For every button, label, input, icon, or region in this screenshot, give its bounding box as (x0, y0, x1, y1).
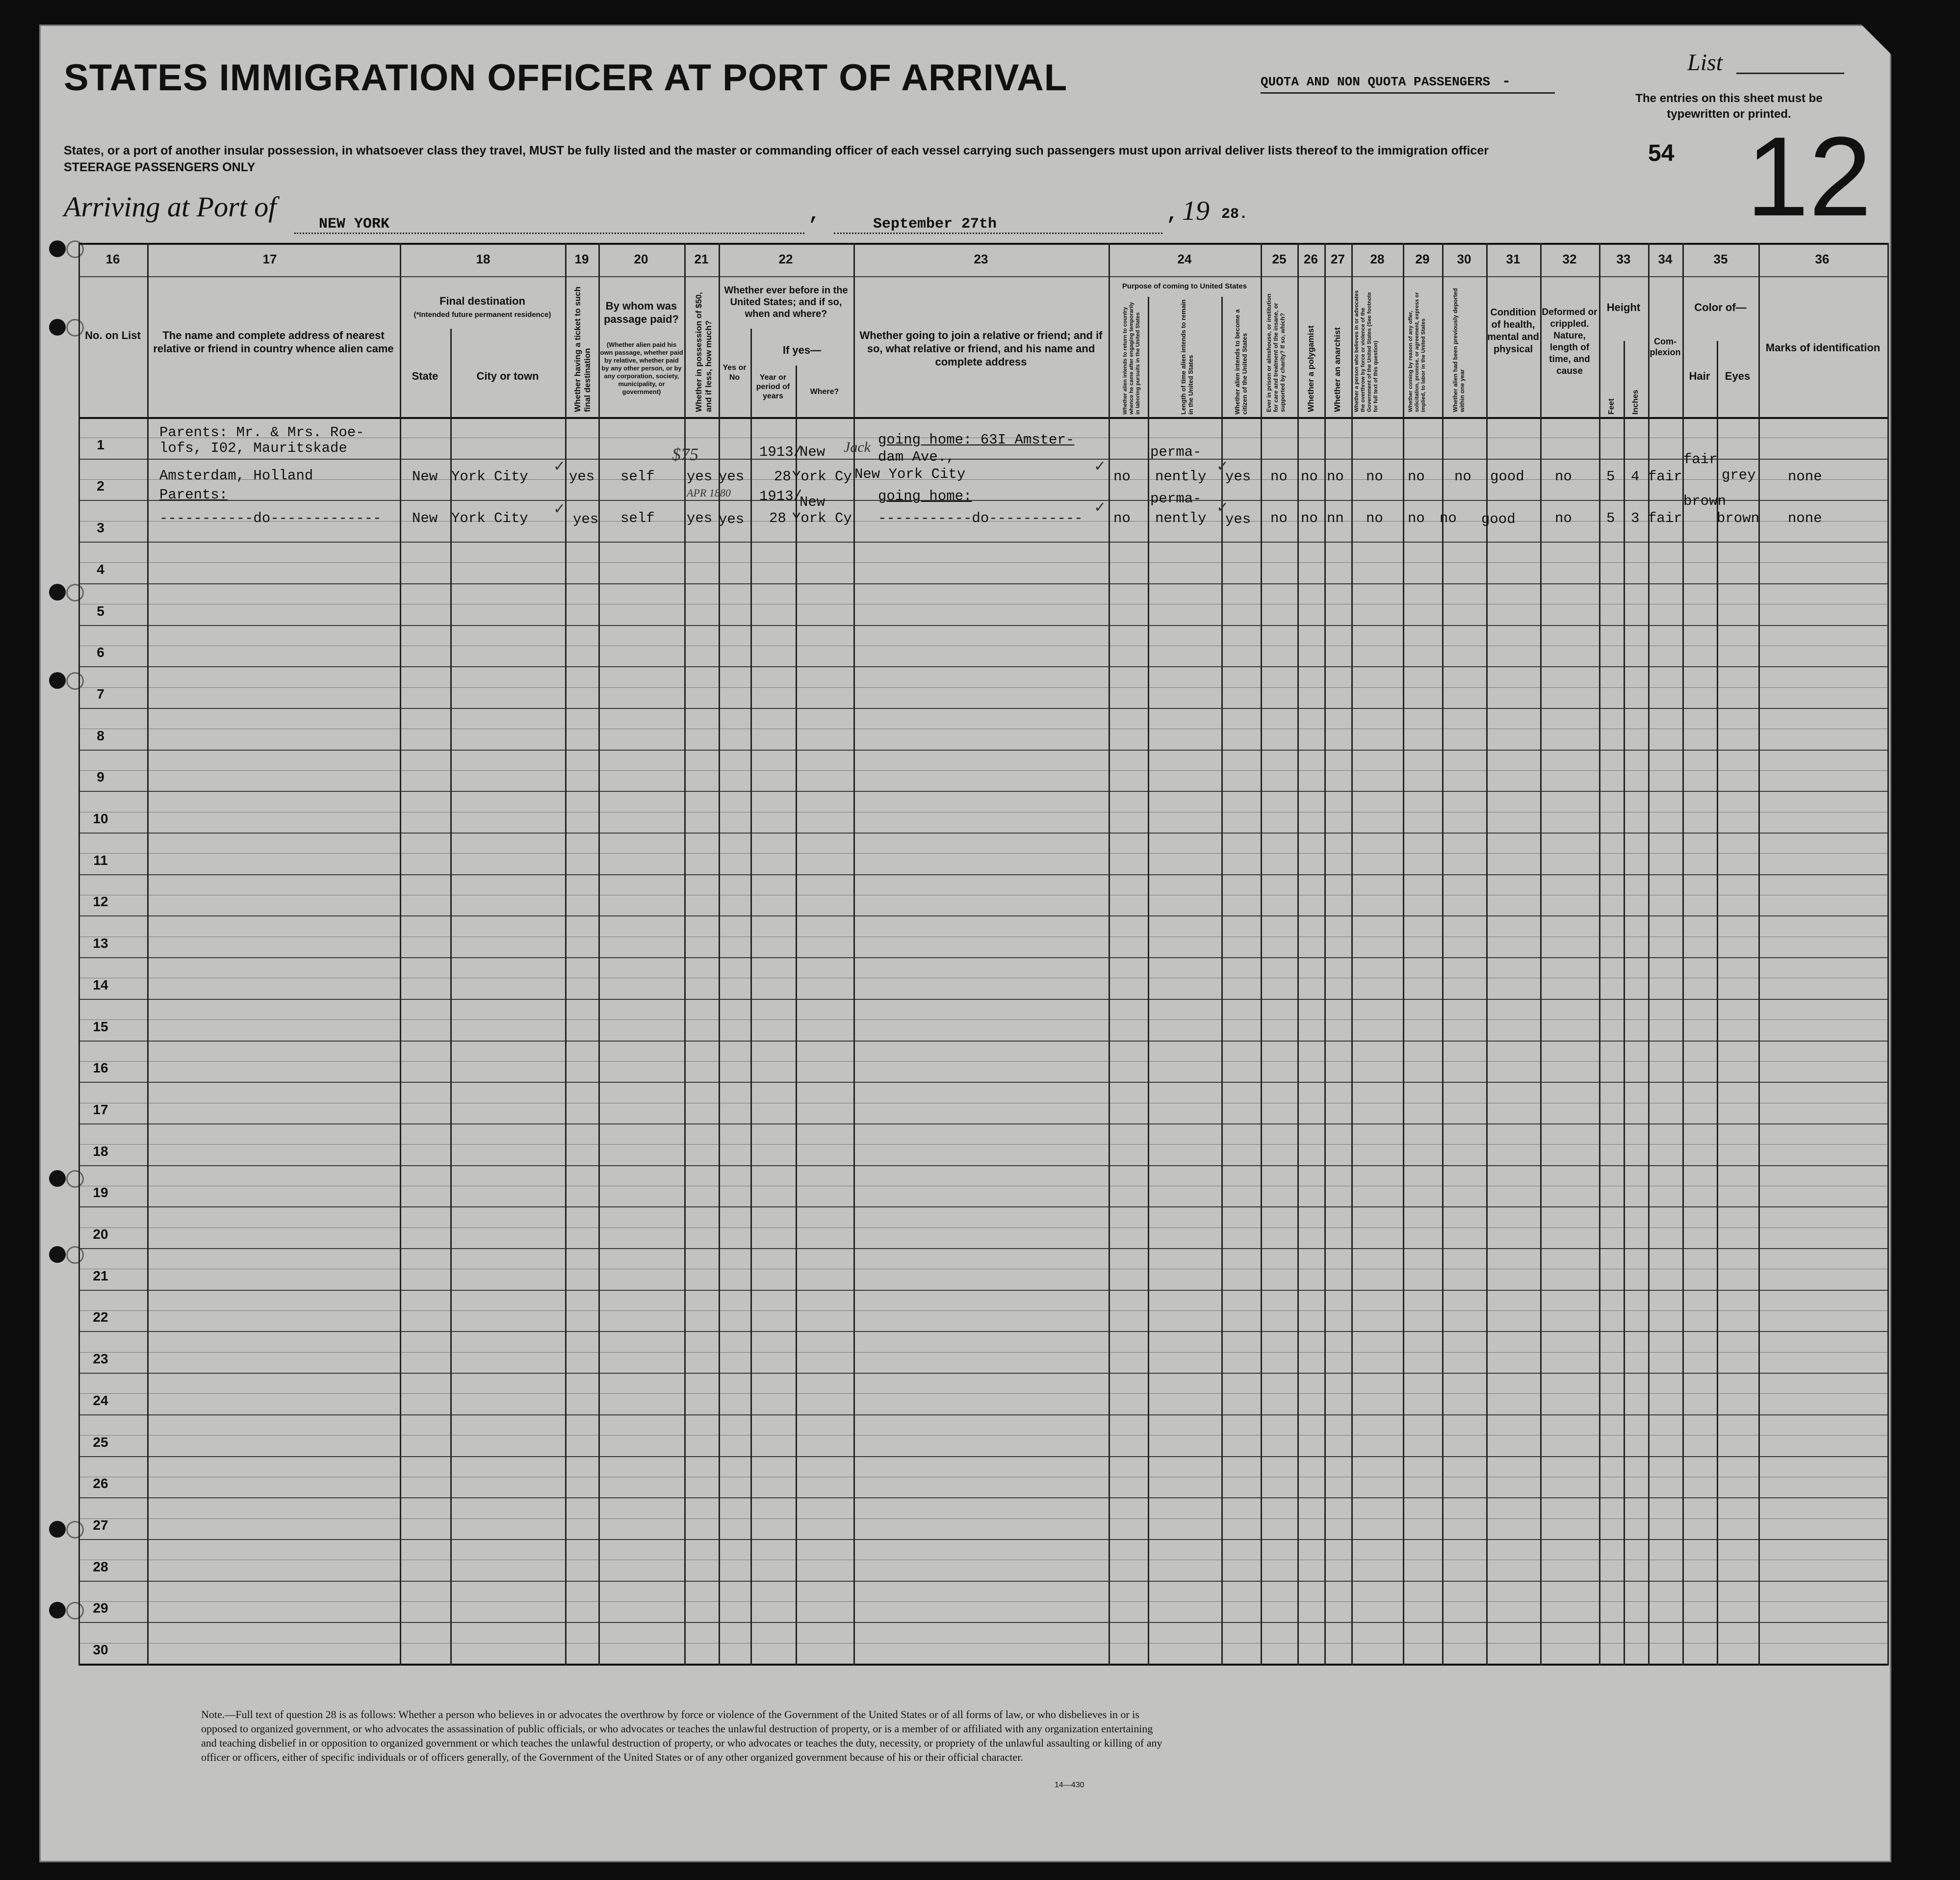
row1-money-note: $75 (672, 444, 698, 464)
header-complexion: Com-plexion (1650, 337, 1681, 357)
row-rule (78, 1414, 1888, 1415)
col-rule (1648, 243, 1650, 1666)
colnum-29: 29 (1415, 252, 1430, 266)
row2-citizen: yes (1225, 511, 1251, 527)
col-rule (1148, 297, 1149, 1666)
row-midline (78, 562, 1888, 563)
row-rule (78, 1622, 1888, 1623)
header-final-destination: Final destination (439, 295, 525, 307)
row-number: 19 (93, 1185, 108, 1200)
row-number: 10 (93, 811, 108, 826)
colnum-31: 31 (1506, 252, 1521, 266)
row1-state: New (412, 469, 438, 485)
header-deformed: Deformed or crippled. Nature, length of time, and cause (1542, 307, 1598, 376)
row1-checkmark-length: ✓ (1216, 458, 1229, 475)
row1-join-line1: going home: 63I Amster- (878, 432, 1075, 448)
colnum-23: 23 (974, 252, 988, 266)
row1-relative-line1: Parents: Mr. & Mrs. Roe- (159, 424, 364, 441)
row-rule (78, 874, 1888, 875)
footnote: Note.—Full text of question 28 is as follows: Whether a person who believes in or advocates the overthrow by force or violence of the Government of the United States or of all forms of law, or who disbelieves in or is opposed to organized government, or who advocates the assassination of public officials, or who advocates or teaches the unlawful destruction of property, or is a member of or affiliated with any organization entertaining and teaching disbelief in or opposition to organized government or which teaches the unlawful destruction of property, or who advocates or teaches the duty, necessity, or propriety of the unlawful assaulting or killing of any officer or officers, either of specific individuals or of officers generally, of the Government of the United States or of any other organized government because of his or their official character. (201, 1708, 1162, 1763)
row-rule (78, 666, 1888, 667)
colnum-26: 26 (1304, 252, 1318, 266)
row1-where-b: York Cy (792, 469, 852, 485)
row2-money: yes (687, 510, 713, 526)
row-rule (78, 1206, 1888, 1207)
row-number: 27 (93, 1517, 108, 1533)
row2-money-note: APR 1880 (687, 487, 731, 499)
row2-overthrow: no (1366, 510, 1383, 526)
row2-state: New (412, 510, 438, 526)
col-rule (1887, 243, 1889, 1666)
row-number: 5 (97, 603, 104, 619)
colnum-20: 20 (634, 252, 648, 266)
quota-value: QUOTA AND NON QUOTA PASSENGERS (1261, 75, 1491, 89)
row-number: 28 (93, 1559, 108, 1574)
row-number: 12 (93, 894, 108, 909)
row2-relative-line1: Parents: (159, 487, 228, 503)
row-rule (78, 833, 1888, 834)
row-rule (78, 1041, 1888, 1042)
row1-polygamist: no (1301, 469, 1318, 485)
row-midline (78, 1518, 1888, 1519)
colnum-34: 34 (1658, 252, 1673, 266)
header-eyes: Eyes (1725, 370, 1751, 382)
header-inches: Inches (1631, 390, 1640, 415)
col-rule (1109, 243, 1110, 1666)
header-final-destination-sub: (*Intended future permanent residence) (413, 311, 551, 319)
row-number: 3 (97, 520, 104, 535)
binder-hole (49, 672, 66, 689)
col-rule (719, 243, 720, 1666)
row-midline (78, 1061, 1888, 1062)
row-rule (78, 1373, 1888, 1374)
port-value: NEW YORK (319, 216, 390, 233)
row1-city: York City (451, 469, 528, 485)
colnum-21: 21 (694, 252, 709, 266)
row-midline (78, 479, 1888, 480)
row-number: 26 (93, 1476, 108, 1491)
rule-top (78, 243, 1888, 245)
row1-overthrow: no (1366, 469, 1383, 485)
header-polygamist: Whether a polygamist (1306, 325, 1315, 412)
row2-prison: no (1270, 510, 1288, 526)
row-midline (78, 1643, 1888, 1644)
header-ticket: Whether having a ticket to such final destination (573, 287, 592, 412)
header-health: Condition of health, mental and physical (1487, 307, 1539, 355)
rule-header-bottom (78, 417, 1888, 419)
row-rule (78, 1581, 1888, 1582)
row-number: 13 (93, 936, 108, 951)
row-number: 25 (93, 1435, 108, 1450)
colnum-36: 36 (1815, 252, 1830, 266)
row-number: 15 (93, 1019, 108, 1034)
quota-dash: - (1502, 74, 1511, 90)
row1-labor: no (1408, 469, 1425, 485)
header-purpose-citizen: Whether alien intends to become a citizen of the United States (1234, 309, 1248, 415)
row2-city: York City (451, 510, 528, 526)
row-number: 24 (93, 1393, 108, 1408)
row1-join-line3: New York City (854, 466, 966, 482)
row2-year-a: 1913/ (759, 488, 802, 504)
row-number: 7 (97, 686, 104, 702)
colnum-30: 30 (1457, 252, 1471, 266)
header-join-relative: Whether going to join a relative or friend; and if so, what relative or friend, and his name and complete address (859, 329, 1103, 368)
row-rule (78, 542, 1888, 543)
row-number: 29 (93, 1600, 108, 1616)
row1-hair: fair (1683, 451, 1718, 468)
year-suffix: 28. (1221, 206, 1248, 223)
row-rule (78, 1539, 1888, 1540)
row2-health: good (1481, 511, 1516, 527)
row1-ticket: yes (569, 469, 595, 485)
header-city: City or town (476, 370, 539, 382)
row-rule (78, 1331, 1888, 1332)
col-rule (598, 243, 600, 1666)
col-rule (1540, 243, 1542, 1666)
row-number: 9 (97, 769, 104, 784)
row-rule (78, 750, 1888, 751)
binder-hole (49, 240, 66, 257)
row-midline (78, 1393, 1888, 1394)
row2-return: no (1113, 510, 1131, 526)
row-number: 30 (93, 1642, 108, 1657)
row-number: 2 (97, 478, 104, 494)
row2-before: yes (719, 511, 745, 527)
row2-deported: no (1440, 510, 1457, 526)
header-money: Whether in possession of $50, and if less, how much? (694, 292, 713, 412)
row1-anarchist: no (1327, 469, 1344, 485)
header-yes-no: Yes or No (722, 364, 747, 382)
row2-marks: none (1788, 510, 1822, 526)
row1-eyes: grey (1722, 467, 1756, 483)
row-midline (78, 1019, 1888, 1020)
col-rule (1442, 243, 1444, 1666)
colnum-22: 22 (778, 252, 793, 266)
col-rule (853, 243, 855, 1666)
row-rule (78, 1456, 1888, 1457)
arriving-label: Arriving at Port of (64, 191, 277, 223)
row1-checkmark-city: ✓ (553, 458, 566, 475)
header-purpose: Purpose of coming to United States (1122, 282, 1247, 290)
row-rule (78, 957, 1888, 958)
row-rule (78, 999, 1888, 1000)
header-prison: Ever in prison or almshouse, or institution for care and treatment of the insane, or supported by charity? If so, which? (1265, 293, 1286, 412)
row-midline (78, 1601, 1888, 1602)
colnum-25: 25 (1272, 252, 1287, 266)
row1-where-a: New (799, 444, 825, 460)
row-rule (78, 1290, 1888, 1291)
row2-relative-line2: -----------do------------- (159, 510, 382, 526)
row-rule (78, 1123, 1888, 1124)
rule-bottom (78, 1664, 1888, 1666)
row2-deformed: no (1555, 510, 1572, 526)
row2-complexion: fair (1648, 510, 1682, 526)
col-rule (1403, 243, 1404, 1666)
header-passage-paid: By whom was passage paid? (604, 300, 679, 325)
row1-money: yes (687, 469, 713, 485)
date-value: September 27th (873, 216, 997, 233)
header-hair: Hair (1689, 370, 1710, 382)
colnum-18: 18 (476, 252, 490, 266)
colnum-27: 27 (1331, 252, 1345, 266)
row-midline (78, 1310, 1888, 1311)
row2-join-line1: going home: (878, 488, 972, 504)
row-number: 20 (93, 1227, 108, 1242)
row-rule (78, 1082, 1888, 1083)
binder-hole (49, 1246, 66, 1263)
row-rule (78, 915, 1888, 916)
header-overthrow: Whether a person who believes in or advocates the overthrow by force or violence of the Government of the United States (See footnote for full text of this question) (1354, 290, 1379, 412)
intro-text (64, 142, 1560, 176)
row2-checkmark-join: ✓ (1094, 499, 1107, 516)
col-rule (1758, 243, 1760, 1666)
row1-join-line2: dam Ave., (878, 449, 955, 465)
header-if-yes: If yes— (782, 344, 822, 356)
row-rule (78, 1497, 1888, 1498)
row2-anarchist: nn (1327, 510, 1344, 526)
row-midline (78, 1435, 1888, 1436)
header-purpose-return: Whether alien intends to return to country whence he came after engaging temporarily in laboring pursuits in the United States (1122, 302, 1141, 415)
comma-1: , (808, 204, 821, 226)
row-midline (78, 687, 1888, 688)
row2-where-b: York Cy (792, 510, 852, 526)
col-rule (1297, 243, 1299, 1666)
manifest-table (78, 243, 1888, 1666)
row-number: 16 (93, 1060, 108, 1075)
row2-length-b: nently (1155, 510, 1207, 526)
colnum-33: 33 (1616, 252, 1631, 266)
row2-labor: no (1408, 510, 1425, 526)
sheet-number: 54 (1648, 140, 1675, 166)
row-number: 18 (93, 1144, 108, 1159)
row1-paid: self (620, 469, 655, 485)
header-labor: Whether coming by reason of any offer, solicitation, promise, or agreement, express or implied, to labor in the United States (1408, 292, 1426, 412)
header-year: Year or period of years (756, 373, 790, 400)
colnum-17: 17 (262, 252, 277, 266)
row1-relative-line3: Amsterdam, Holland (159, 468, 313, 484)
date-field (834, 216, 1162, 234)
header-passage-paid-sub: (Whether alien paid his own passage, whether paid by relative, whether paid by any other person, or by any corporation, society, municipality, or government) (600, 341, 683, 395)
col-rule (1324, 243, 1326, 1666)
row1-where-note: Jack (844, 439, 871, 455)
col-rule (78, 243, 80, 1666)
row1-before: yes (719, 469, 745, 485)
header-feet: Feet (1607, 398, 1616, 415)
row1-return: no (1113, 469, 1131, 485)
quota-field (1261, 74, 1555, 94)
binder-hole (49, 584, 66, 601)
row2-length-a: perma- (1150, 491, 1202, 507)
colnum-35: 35 (1713, 252, 1728, 266)
row1-inches: 4 (1631, 469, 1640, 485)
colnum-28: 28 (1370, 252, 1385, 266)
row-number: 11 (93, 853, 108, 868)
colnum-16: 16 (105, 252, 120, 266)
intro-line-2: STEERAGE PASSENGERS ONLY (64, 160, 256, 174)
row-number: 17 (93, 1102, 108, 1117)
row-midline (78, 770, 1888, 771)
header-ever-before: Whether ever before in the United States; and if so, when and where? (724, 285, 848, 319)
header-height: Height (1606, 301, 1641, 313)
row2-polygamist: no (1301, 510, 1318, 526)
col-rule (796, 366, 797, 1666)
row1-length-b: nently (1155, 469, 1207, 485)
col-rule (1261, 243, 1262, 1666)
colnum-19: 19 (574, 252, 589, 266)
row1-year-a: 1913/ (759, 444, 802, 460)
col-rule (1624, 341, 1625, 1666)
row2-paid: self (620, 510, 655, 526)
row2-year-b: 28 (769, 510, 786, 526)
row-midline (78, 1227, 1888, 1228)
row1-year-b: 28 (774, 469, 791, 485)
col-rule (1599, 243, 1600, 1666)
row-rule (78, 1165, 1888, 1166)
row-midline (78, 853, 1888, 854)
row1-complexion: fair (1648, 469, 1682, 485)
col-rule (1351, 243, 1353, 1666)
row-number: 8 (97, 728, 104, 743)
col-rule (565, 243, 567, 1666)
header-marks: Marks of identification (1765, 341, 1881, 354)
binder-hole (49, 1521, 66, 1538)
row1-deformed: no (1555, 469, 1572, 485)
row-number: 22 (93, 1309, 108, 1325)
row1-citizen: yes (1225, 469, 1251, 485)
row1-prison: no (1270, 469, 1288, 485)
port-field (294, 216, 804, 234)
col-rule (750, 329, 752, 1666)
row-rule (78, 625, 1888, 626)
col-rule (400, 243, 401, 1666)
row1-deported: no (1454, 469, 1471, 485)
header-anarchist: Whether an anarchist (1333, 327, 1342, 412)
row2-eyes: brown (1717, 510, 1760, 526)
col-rule (1717, 341, 1718, 1666)
list-line (1736, 73, 1844, 74)
row2-checkmark-city: ✓ (553, 500, 566, 518)
colnum-32: 32 (1562, 252, 1577, 266)
row2-inches: 3 (1631, 510, 1640, 526)
row-rule (78, 500, 1888, 501)
row2-checkmark-length: ✓ (1216, 499, 1229, 516)
col-rule (450, 329, 452, 1666)
header-deported: Whether alien had been previously deported within one year (1452, 288, 1466, 412)
row2-where-a: New (799, 494, 825, 510)
row1-health: good (1490, 469, 1524, 485)
list-number: 12 (1746, 113, 1872, 239)
folded-corner (1861, 25, 1915, 78)
row-number: 14 (93, 977, 108, 992)
header-color: Color of— (1694, 301, 1747, 313)
row-number: 4 (97, 562, 104, 577)
row-rule (78, 791, 1888, 792)
binder-hole (49, 1602, 66, 1619)
page-title: STATES IMMIGRATION OFFICER AT PORT OF ARRIVAL (64, 57, 1068, 99)
row2-hair: brown (1683, 493, 1727, 509)
row-number: 1 (97, 437, 104, 452)
year-prefix: 19 (1182, 196, 1210, 226)
header-relative: The name and complete address of nearest relative or friend in country whence alien came (153, 329, 394, 355)
col-rule (1486, 243, 1488, 1666)
binder-hole (49, 319, 66, 336)
row1-marks: none (1788, 469, 1822, 485)
form-number: 14—430 (1055, 1781, 1084, 1789)
header-purpose-length: Length of time alien intends to remain in the United States (1180, 299, 1194, 415)
row-number: 6 (97, 645, 104, 660)
row2-ticket: yes (573, 511, 599, 527)
binder-hole (49, 1170, 66, 1187)
row1-relative-line2: lofs, I02, Mauritskade (159, 440, 347, 456)
list-label: List (1687, 50, 1723, 76)
row-number: 23 (93, 1351, 108, 1366)
comma-2: , (1166, 204, 1179, 226)
header-state: State (412, 370, 438, 382)
row-number: 21 (93, 1268, 108, 1283)
row-midline (78, 1144, 1888, 1145)
row-rule (78, 459, 1888, 460)
row1-checkmark-join: ✓ (1094, 458, 1107, 475)
rule-colnums (78, 276, 1888, 277)
row-rule (78, 1248, 1888, 1249)
row2-feet: 5 (1606, 510, 1615, 526)
row1-length-a: perma- (1150, 444, 1202, 460)
colnum-24: 24 (1177, 252, 1192, 266)
header-no-on-list: No. on List (85, 329, 141, 341)
row-rule (78, 708, 1888, 709)
intro-line-1: States, or a port of another insular possession, in whatsoever class they travel, MUST be fully listed and the master or commanding officer of each vessel carrying such passengers must upon arrival deliver lists thereof to the immigration officer (64, 144, 1489, 157)
typewritten-note: The entries on this sheet must be typewritten or printed. (1635, 92, 1823, 121)
header-where: Where? (810, 388, 839, 396)
row1-feet: 5 (1606, 469, 1615, 485)
row-rule (78, 583, 1888, 584)
row2-join-line2: -----------do----------- (878, 510, 1083, 526)
row-midline (78, 1352, 1888, 1353)
col-rule (147, 243, 149, 1666)
